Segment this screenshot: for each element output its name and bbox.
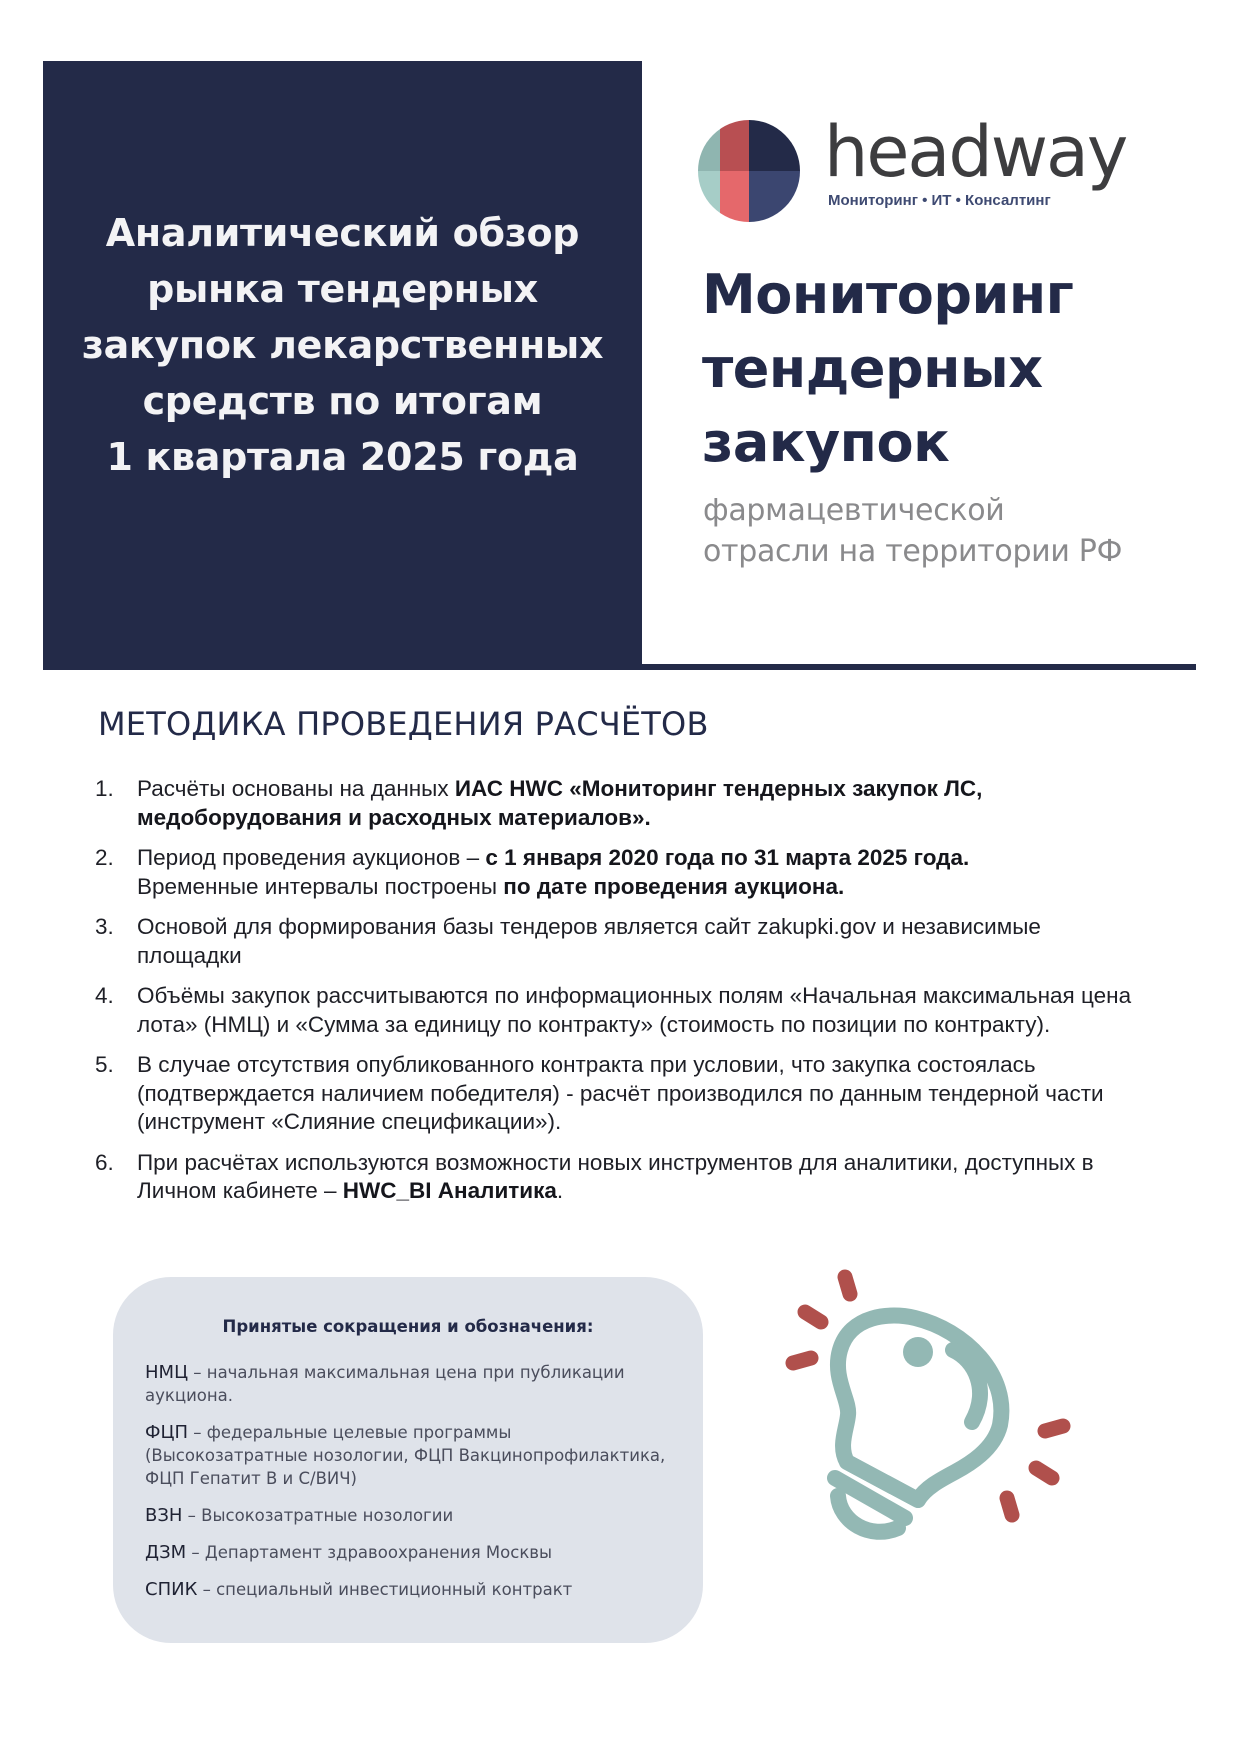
main-title <box>702 258 1073 480</box>
methodology-item <box>0 913 1240 970</box>
main-subtitle-line: фармацевтической <box>703 493 1005 528</box>
item-text-emphasis: ИАС HWC «Мониторинг тендерных закупок ЛС, медоборудования и расходных материалов». <box>137 776 983 830</box>
abbreviation-term: ДЗМ <box>145 1542 187 1563</box>
report-title-line: рынка тендерных <box>147 266 538 311</box>
logo-quadrant <box>720 120 749 171</box>
item-number: 6. <box>95 1149 114 1175</box>
abbreviation-definition: – Департамент здравоохранения Москвы <box>186 1543 553 1562</box>
item-text-part: При расчётах используются возможности новых инструментов для аналитики, доступных в Личном кабинете – <box>137 1149 1094 1203</box>
abbreviation-term: ФЦП <box>145 1422 189 1443</box>
methodology-heading: МЕТОДИКА ПРОВЕДЕНИЯ РАСЧЁТОВ <box>98 705 709 743</box>
abbreviation-definition: – Высокозатратные нозологии <box>182 1506 454 1525</box>
methodology-item <box>0 982 1240 1039</box>
report-title-line: Аналитический обзор <box>105 210 580 255</box>
headway-logo <box>698 111 1138 224</box>
item-number: 5. <box>95 1052 114 1077</box>
abbreviation-definition: – специальный инвестиционный контракт <box>197 1580 573 1599</box>
abbreviation-item <box>145 1361 675 1407</box>
methodology-item <box>0 775 1240 832</box>
main-title-line: Мониторинг <box>702 263 1074 326</box>
item-text-emphasis: HWC_BI Аналитика <box>342 1178 557 1203</box>
light-ray <box>805 1312 821 1322</box>
item-text <box>137 776 982 830</box>
abbreviation-item <box>145 1504 675 1527</box>
main-title-line: тендерных <box>702 337 1043 400</box>
report-title-line: средств по итогам <box>142 378 543 423</box>
methodology-item <box>0 1149 1240 1206</box>
item-text-part: Расчёты основаны на данных <box>137 776 455 801</box>
item-text <box>137 845 969 899</box>
item-text-part: Основой для формирования базы тендеров является сайт zakupki.gov и независимые площадки <box>137 914 1041 968</box>
logo-quadrant <box>698 120 720 171</box>
abbreviations-list <box>145 1361 675 1615</box>
item-text-emphasis: с 1 января 2020 года по 31 марта 2025 года. <box>485 845 970 870</box>
item-text-part: В случае отсутствия опубликованного контракта при условии, что закупка состоялась (подтверждается наличием победителя) - расчёт производился по данным тендерной части (инструмент «Слияние спецификации»). <box>137 1052 1104 1134</box>
main-subtitle-line: отрасли на территории РФ <box>703 534 1123 569</box>
report-title <box>82 205 603 485</box>
header-divider <box>642 664 1196 670</box>
item-text <box>137 983 1131 1037</box>
item-text <box>137 1052 1104 1134</box>
item-number: 4. <box>95 983 114 1008</box>
light-ray <box>1007 1498 1012 1515</box>
item-text <box>137 914 1041 968</box>
item-number: 1. <box>95 776 114 801</box>
abbreviation-term: ВЗН <box>145 1505 183 1526</box>
abbreviation-definition: – федеральные целевые программы (Высокозатратные нозологии, ФЦП Вакцинопрофилактика, ФЦП Гепатит В и С/ВИЧ) <box>145 1423 666 1488</box>
abbreviation-definition: – начальная максимальная цена при публикации аукциона. <box>145 1363 625 1405</box>
logo-quadrant <box>749 171 800 222</box>
light-ray <box>793 1358 811 1363</box>
main-subtitle <box>703 490 1122 572</box>
report-title-line: закупок лекарственных <box>81 322 604 367</box>
abbreviations-box <box>113 1277 703 1643</box>
logo-quadrant <box>698 171 720 222</box>
logo-mark-icon <box>698 120 800 222</box>
item-text-part: Объёмы закупок рассчитываются по информационных полям «Начальная максимальная цена лота» (НМЦ) и «Сумма за единицу по контракту» (стоимость по позиции по контракту). <box>137 983 1132 1037</box>
methodology-item <box>0 844 1240 901</box>
light-ray <box>1045 1426 1063 1431</box>
abbreviation-term: НМЦ <box>145 1362 189 1383</box>
lightbulb-icon <box>770 1250 1090 1570</box>
abbreviation-item <box>145 1541 675 1564</box>
light-ray <box>1036 1468 1052 1478</box>
abbreviation-term: СПИК <box>145 1579 198 1600</box>
cover-panel <box>43 61 642 670</box>
logo-quadrant <box>720 171 749 222</box>
item-text <box>137 1150 1094 1204</box>
item-text-emphasis: по дате проведения аукциона. <box>503 873 845 899</box>
item-text-part: . <box>556 1178 564 1203</box>
item-number: 3. <box>95 914 114 939</box>
logo-wordmark: headway <box>824 111 1127 193</box>
report-title-line: 1 квартала 2025 года <box>106 434 579 479</box>
methodology-list <box>0 775 1240 1218</box>
abbreviation-item <box>145 1578 675 1601</box>
logo-quadrant <box>749 120 800 171</box>
methodology-item <box>0 1051 1240 1137</box>
light-ray <box>845 1277 850 1294</box>
bulb-highlight-dot <box>903 1337 933 1367</box>
abbreviation-item <box>145 1421 675 1490</box>
abbreviations-title: Принятые сокращения и обозначения: <box>222 1317 594 1336</box>
item-number: 2. <box>95 845 114 870</box>
main-title-line: закупок <box>702 411 950 474</box>
item-text-part: Временные интервалы построены <box>137 873 504 899</box>
item-text-part: Период проведения аукционов – <box>137 845 486 870</box>
logo-tagline: Мониторинг • ИТ • Консалтинг <box>828 192 1051 209</box>
